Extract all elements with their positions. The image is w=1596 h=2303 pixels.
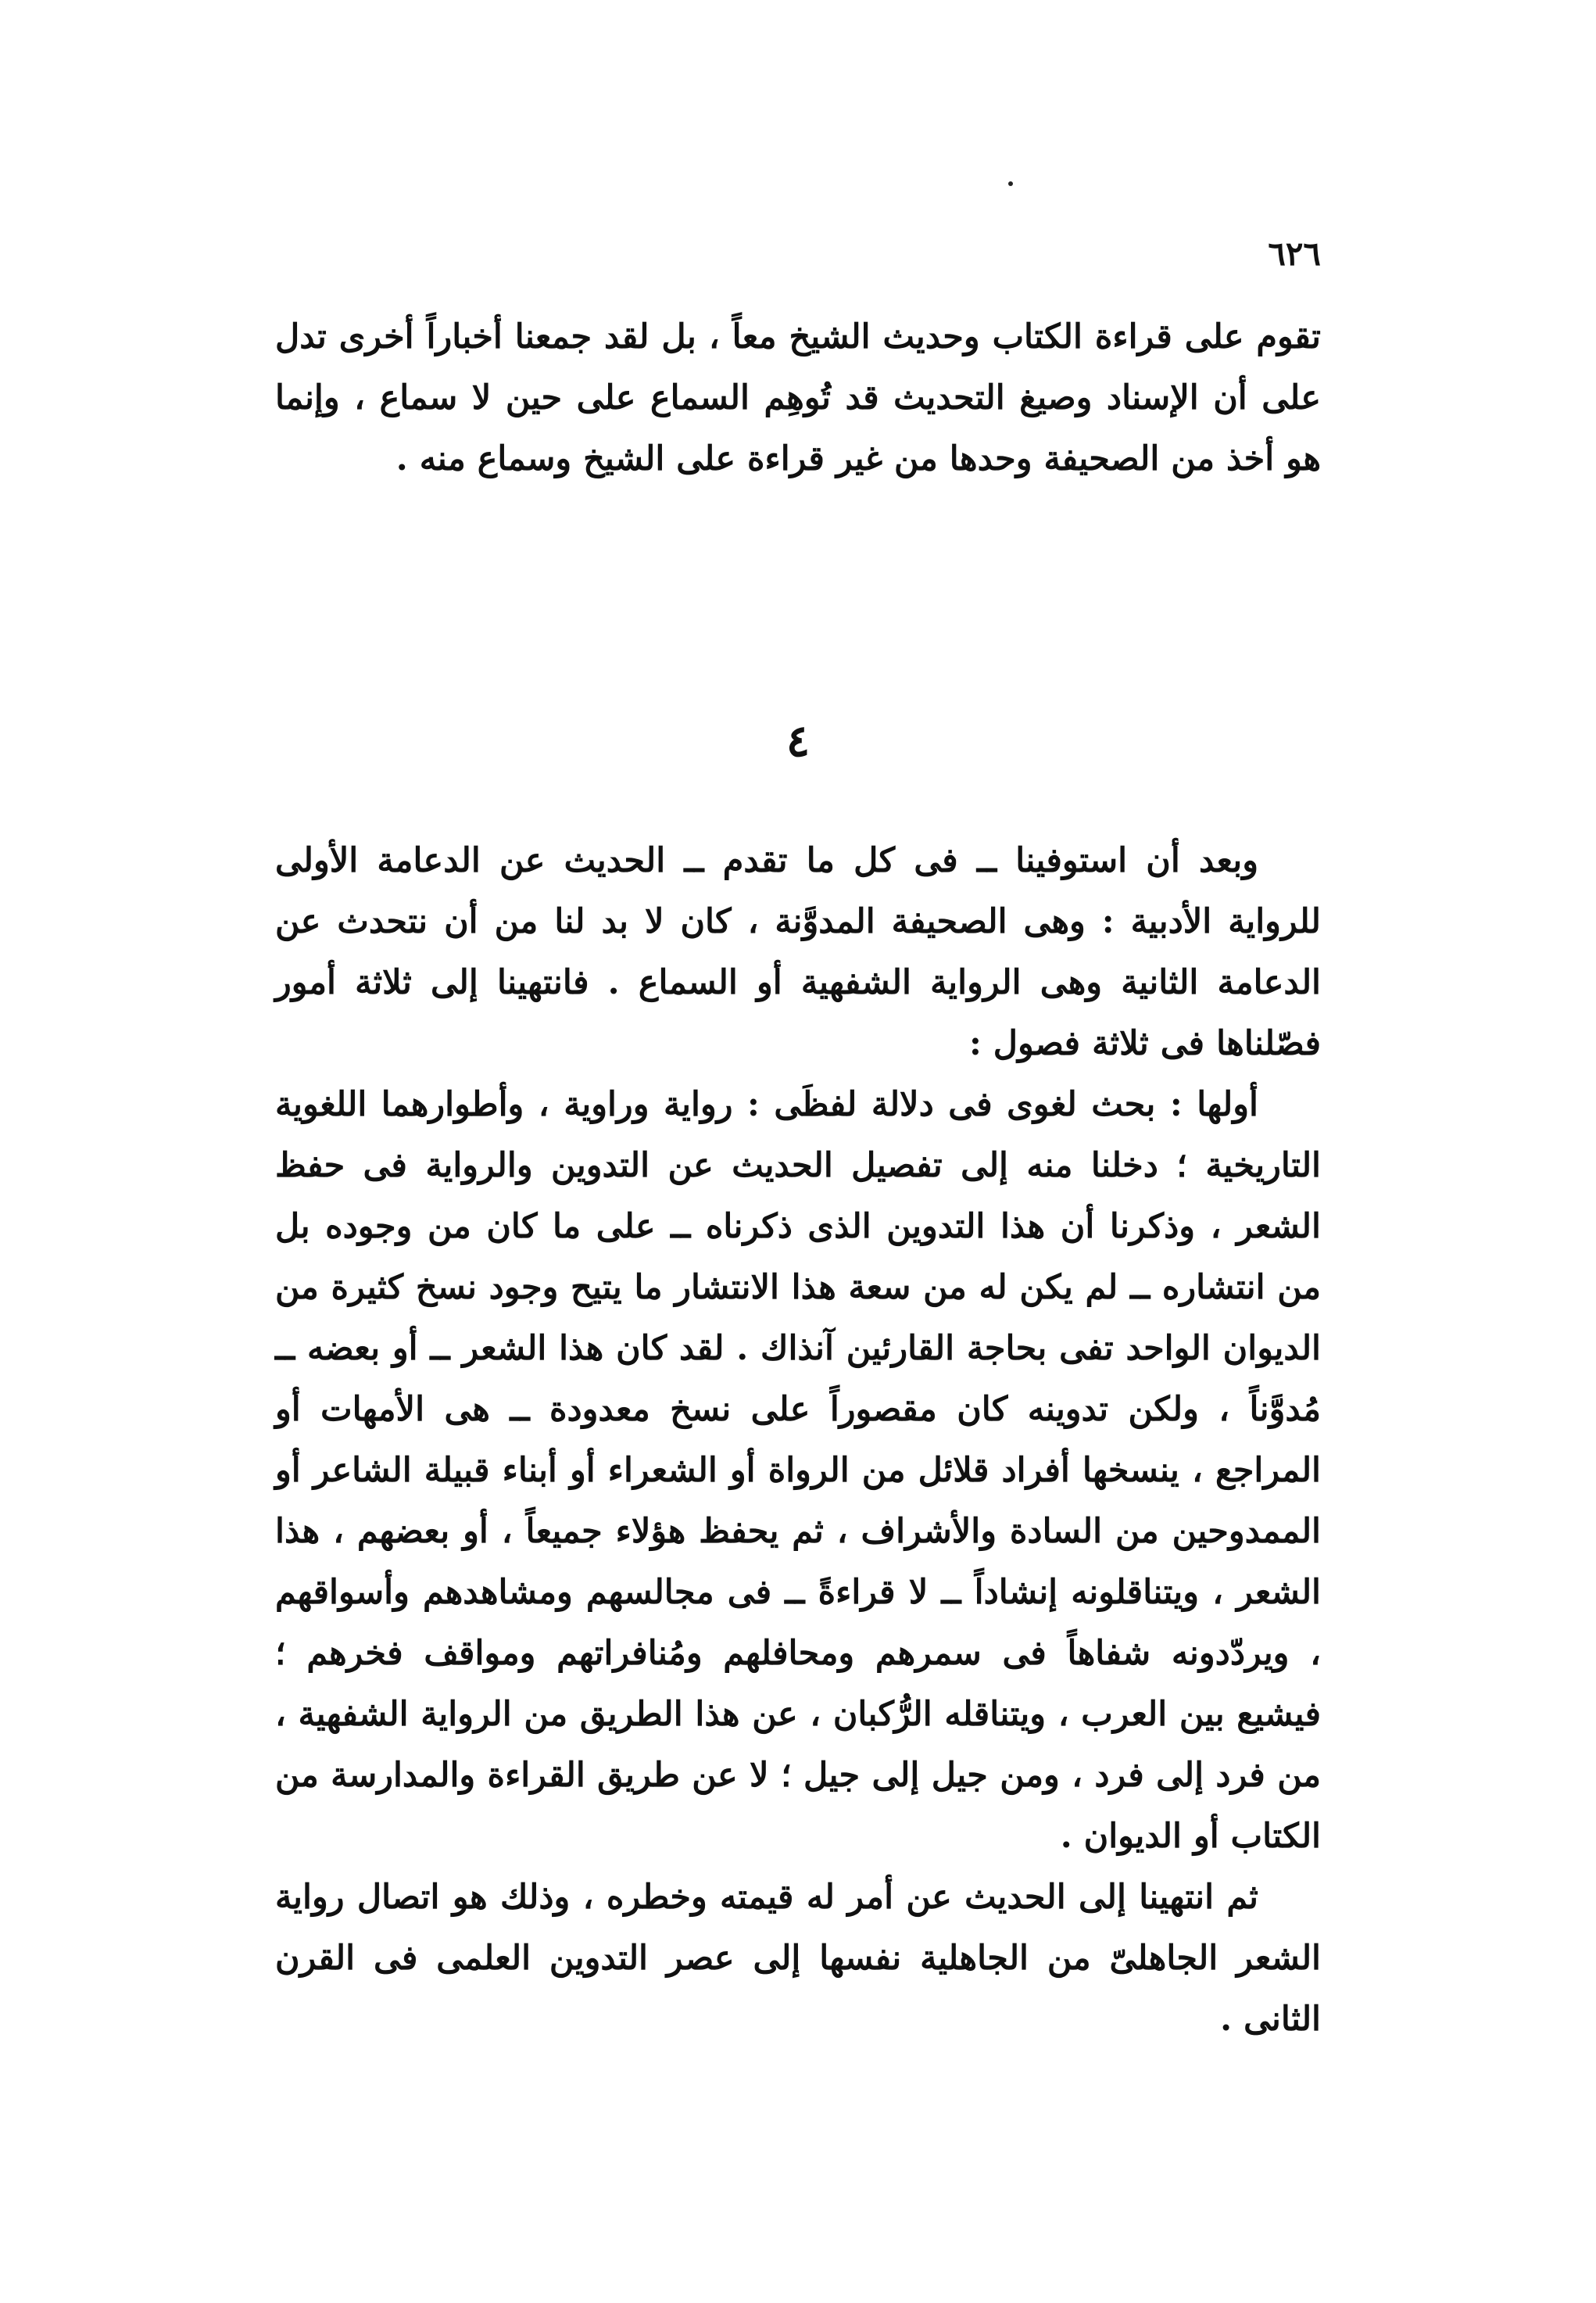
continued-paragraph-block xyxy=(275,306,1321,489)
page-number: ٦٢٦ xyxy=(1268,235,1321,273)
paragraph-continuity: ثم انتهينا إلى الحديث عن أمر له قيمته وخطره ، وذلك هو اتصال رواية الشعر الجاهلىّ من الجاهلية نفسها إلى عصر التدوين العلمى فى القرن الثانى . xyxy=(275,1878,1321,2039)
section-number: ٤ xyxy=(785,715,811,767)
paragraph-intro: وبعد أن استوفينا ــ فى كل ما تقدم ــ الحديث عن الدعامة الأولى للرواية الأدبية : وهى الصحيفة المدوَّنة ، كان لا بد لنا من أن نتحدث عن الدعامة الثانية وهى الرواية الشفهية أو السماع . فانتهينا إلى ثلاثة أمور فصّلناها فى ثلاثة فصول : xyxy=(275,841,1321,1063)
scan-speck xyxy=(1008,181,1013,186)
section-body xyxy=(275,830,1321,2050)
continued-paragraph: تقوم على قراءة الكتاب وحديث الشيخ معاً ، بل لقد جمعنا أخباراً أخرى تدل على أن الإسناد وصيغ التحديث قد تُوهِم السماع على حين لا سماع ، وإنما هو أخذ من الصحيفة وحدها من غير قراءة على الشيخ وسماع منه . xyxy=(275,317,1321,478)
paragraph-first-point: أولها : بحث لغوى فى دلالة لفظَى : رواية وراوية ، وأطوارهما اللغوية التاريخية ؛ دخلنا منه إلى تفصيل الحديث عن التدوين والرواية فى حفظ الشعر ، وذكرنا أن هذا التدوين الذى ذكرناه ــ على ما كان من وجوده بل من انتشاره ــ لم يكن له من سعة هذا الانتشار ما يتيح وجود نسخ كثيرة من الديوان الواحد تفى بحاجة القارئين آنذاك . لقد كان هذا الشعر ــ أو بعضه ــ مُدوَّناً ، ولكن تدوينه كان مقصوراً على نسخ معدودة ــ هى الأمهات أو المراجع ، ينسخها أفراد قلائل من الرواة أو الشعراء أو أبناء قبيلة الشاعر أو الممدوحين من السادة والأشراف ، ثم يحفظ هؤلاء جميعاً ، أو بعضهم ، هذا الشعر ، ويتناقلونه إنشاداً ــ لا قراءةً ــ فى مجالسهم ومشاهدهم وأسواقهم ، ويردّدونه شفاهاً فى سمرهم ومحافلهم ومُنافراتهم ومواقف فخرهم ؛ فيشيع بين العرب ، ويتناقله الرُّكبان ، عن هذا الطريق من الرواية الشفهية ، من فرد إلى فرد ، ومن جيل إلى جيل ؛ لا عن طريق القراءة والمدارسة من الكتاب أو الديوان . xyxy=(275,1085,1321,1856)
